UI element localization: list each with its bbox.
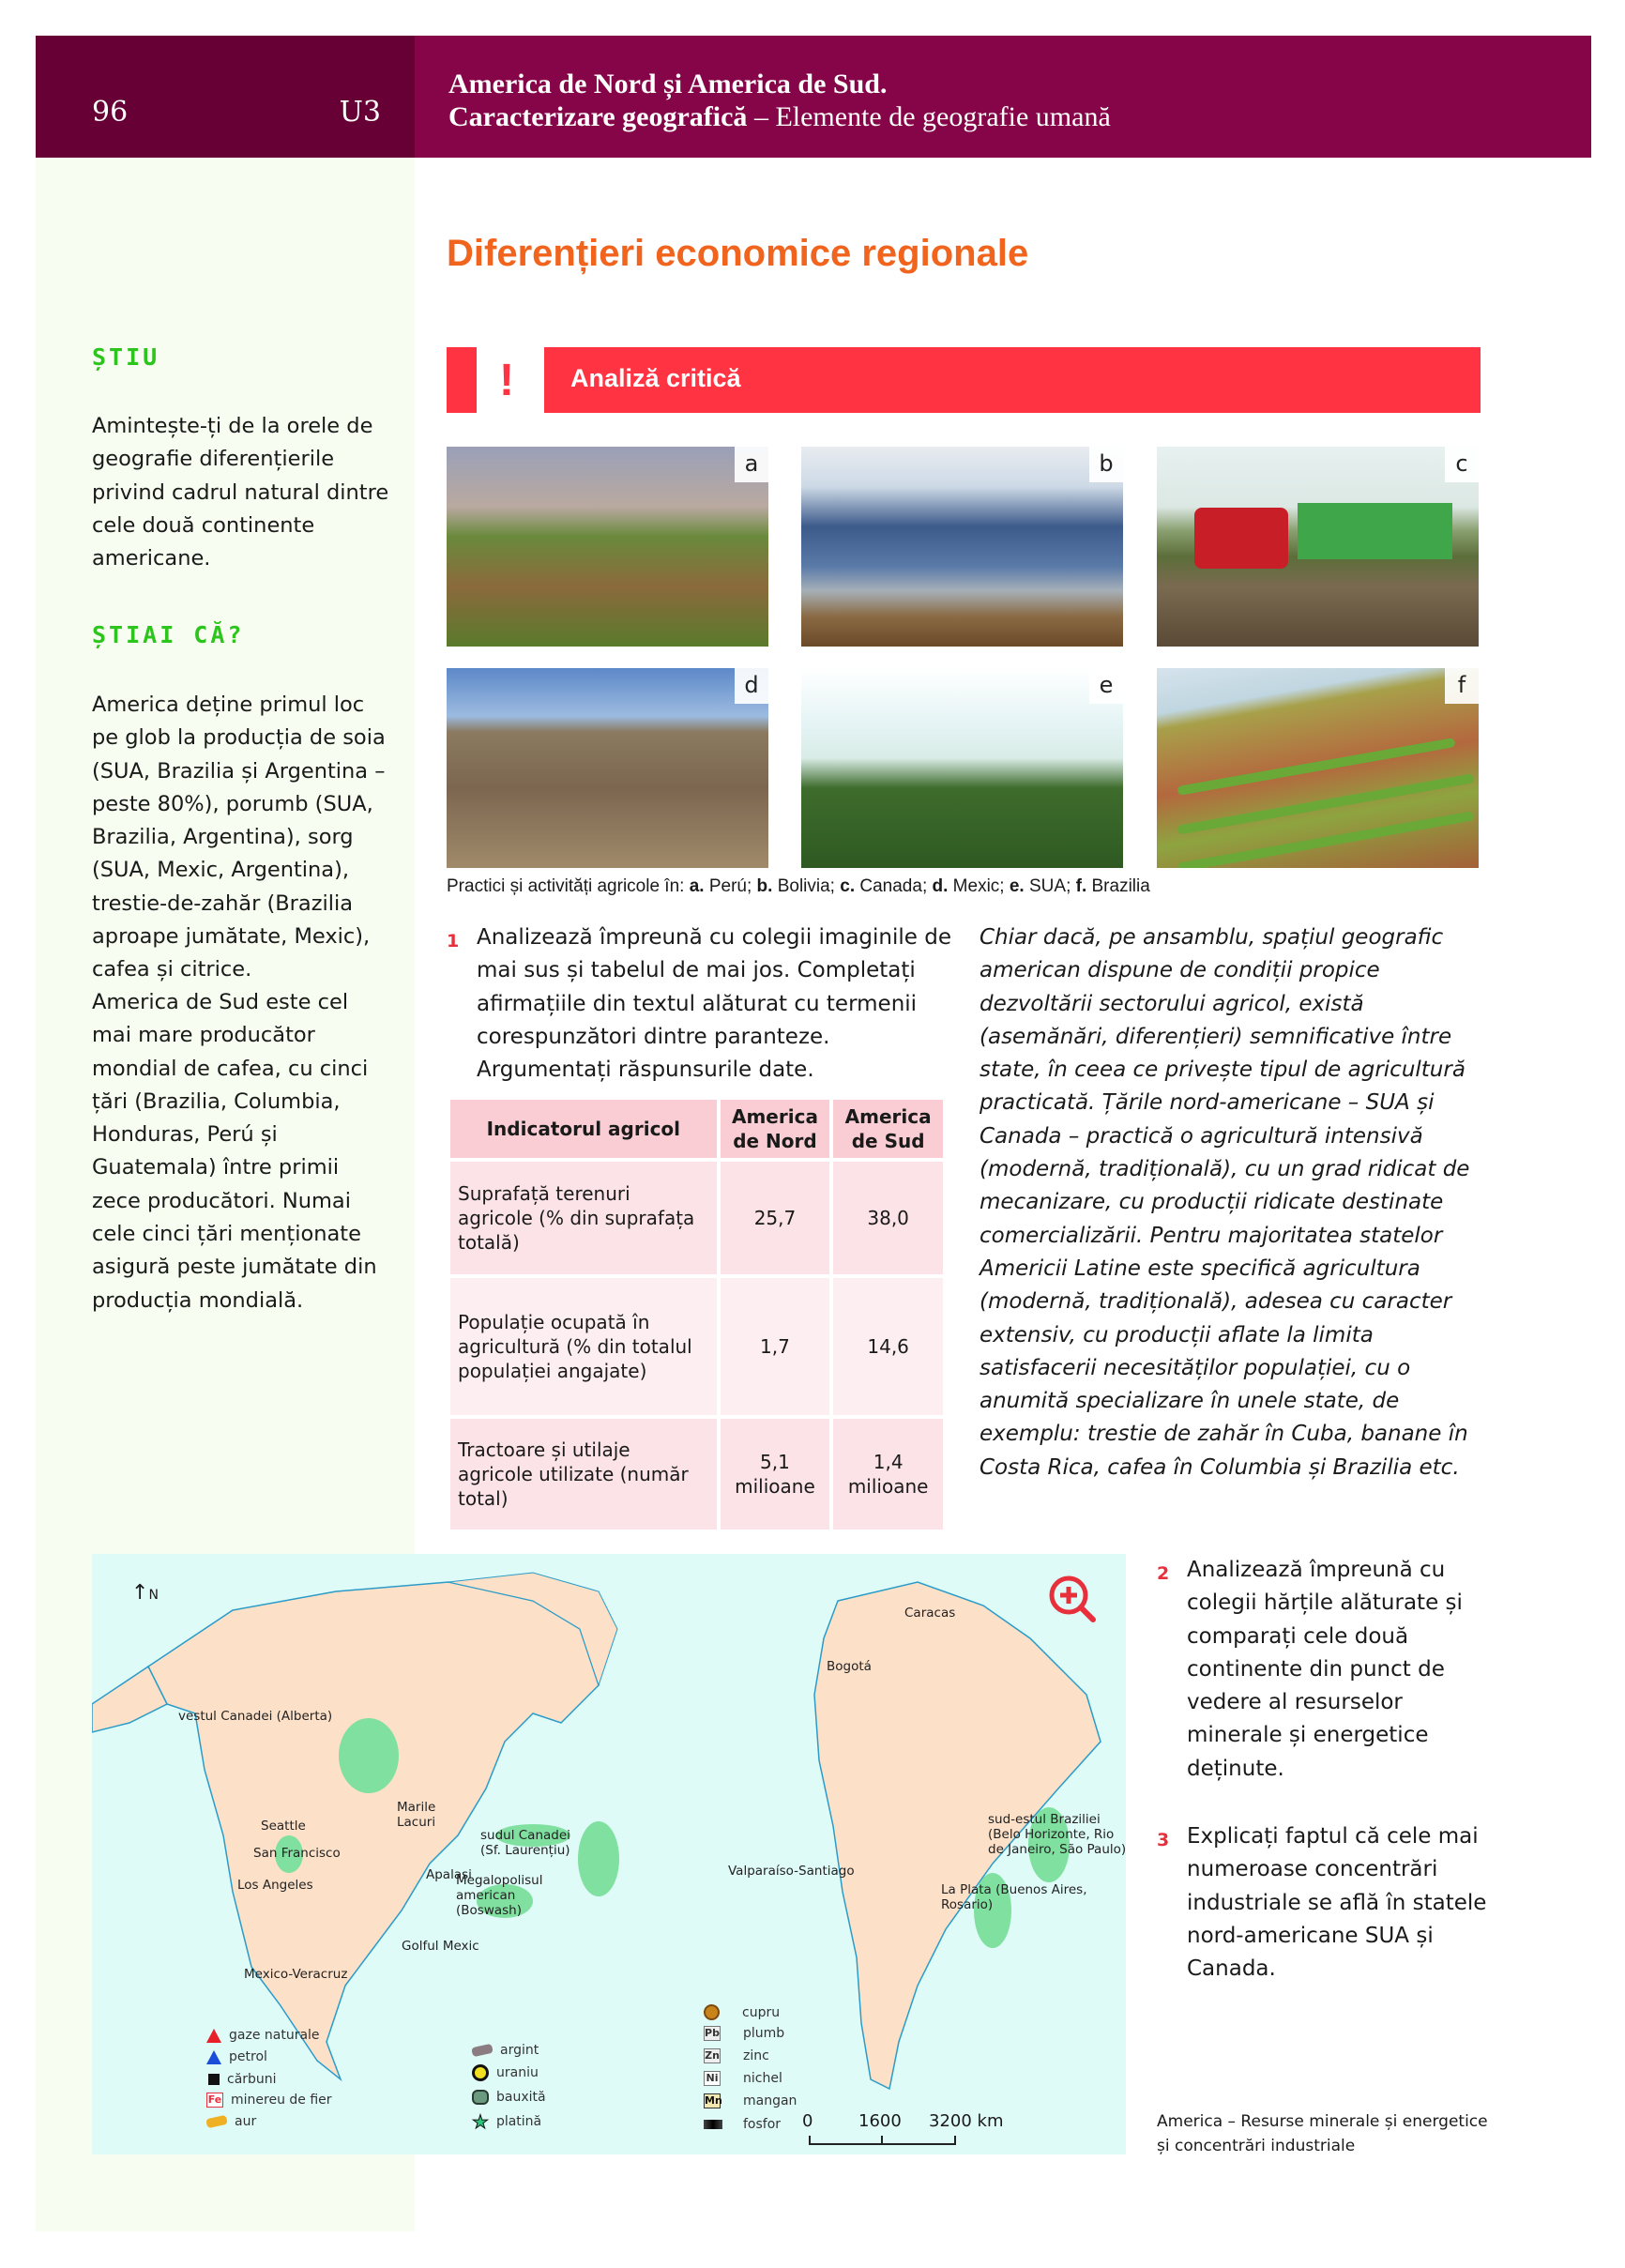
page-number: 96 [92,96,129,129]
legend-label: zinc [743,2048,769,2063]
col-header-south: America de Sud [833,1100,943,1158]
coal-square-icon [208,2074,220,2085]
photo-sua [801,668,1123,868]
legend-label: gaze naturale [229,2028,320,2043]
legend-label: aur [235,2114,257,2129]
caption-prefix: Practici și activități agricole în: [447,876,690,896]
legend-minereu-fier [206,2093,332,2108]
legend-label: cărbuni [227,2072,277,2087]
cell-indicator: Populație ocupată în agricultură (% din totalul populației angajate) [450,1278,717,1415]
page-header [36,36,1591,158]
task-number: 2 [1157,1563,1170,1584]
label-bogota: Bogotá [827,1659,872,1674]
stiu-heading: ȘTIU [92,343,160,371]
legend-label: fosfor [743,2117,782,2132]
photo-tag: c [1445,447,1479,482]
label-caracas: Caracas [904,1606,956,1621]
caption-key: d. [932,876,949,896]
radiation-icon [472,2064,489,2081]
chapter-title [415,36,1111,158]
legend-label: cupru [742,2004,781,2020]
nickel-icon: Ni [704,2071,721,2086]
north-arrow-icon [131,1581,159,1605]
scale-0: 0 [802,2111,813,2131]
label-megalopolis: Megalopolisul american (Boswash) [456,1873,543,1918]
manganese-icon: Mn [705,2094,722,2107]
legend-label: platină [495,2114,542,2129]
caption-value: Perú; [704,876,757,896]
north-label: N [148,1588,159,1603]
task-text: Analizează împreună cu colegii hărțile alăturate și comparați cele două continente din punct de vedere al resurselor minerale și energetice deținute. [1187,1558,1463,1781]
caption-value: Bolivia; [772,876,841,896]
label-la-plata: La Plata (Buenos Aires, Rosario) [941,1882,1087,1912]
photo-brazilia [1157,668,1479,868]
cell-south: 38,0 [833,1162,943,1274]
photo-bolivia [801,447,1123,647]
zoom-in-button[interactable] [1046,1573,1099,1625]
scale-3200: 3200 km [929,2111,1004,2131]
legend-aur [206,2114,256,2129]
oil-triangle-icon [206,2050,221,2064]
table-row [450,1162,943,1274]
task-2 [1157,1554,1495,1786]
legend-zinc [704,2048,769,2063]
col-header-north: America de Nord [721,1100,830,1158]
iron-ore-icon: Fe [207,2093,222,2106]
legend-label: uraniu [496,2065,539,2080]
caption-value: SUA; [1024,876,1076,896]
legend-label: plumb [743,2026,785,2041]
critical-analysis-banner [447,347,1481,413]
exclamation-icon: ! [499,356,514,405]
zinc-icon: Zn [705,2049,720,2062]
banner-accent [447,347,477,413]
platinum-star-icon: ★ [472,2110,489,2133]
cell-north: 25,7 [721,1162,830,1274]
cell-south: 1,4 milioane [833,1419,943,1530]
stiai-ca-text-1: America deține primul loc pe glob la producția de soia (SUA, Brazilia și Argentina – peste 80%), porumb (SUA, Brazilia, Argentina), sorg (SUA, Mexic, Argentina), trestie-de-zahăr (Brazilia aproape jumătate, Mexic), cafea și citrice. [92,693,386,982]
map-caption: America – Resurse minerale și energetice și concentrări industriale [1157,2112,1488,2155]
photo-mexic [447,668,768,868]
harvester-shape [1298,503,1452,559]
legend-nichel [704,2071,782,2086]
chapter-subtitle: – Elemente de geografie umană [747,101,1111,132]
scale-tick [881,2136,883,2145]
scale-tick [809,2136,811,2145]
legend-cupru [704,2004,780,2020]
legend-plumb [704,2026,784,2041]
copper-icon [704,2004,720,2020]
photo-canada [1157,447,1479,647]
header-left-block [36,36,415,158]
label-san-francisco: San Francisco [253,1846,341,1861]
stiu-text: Amintește-ți de la orele de geografie diferențierile privind cadrul natural dintre cele două continente americane. [92,414,389,571]
banner-label: Analiză critică [570,364,741,392]
gas-triangle-icon [206,2029,221,2043]
legend-label: mangan [743,2093,797,2108]
label-mexico-veracruz: Mexico-Veracruz [244,1967,348,1982]
photo-tag: f [1445,668,1479,704]
legend-bauxita [472,2090,546,2105]
photo-tag: e [1089,668,1123,704]
photo-tag: d [735,668,768,704]
table-row [450,1278,943,1415]
legend-gaze-naturale [206,2028,320,2043]
photo-caption [447,876,1150,897]
legend-argint [472,2043,539,2058]
phosphorus-icon [704,2120,722,2129]
photo-tag: a [735,447,768,482]
stiai-ca-text-2: America de Sud este cel mai mare producător mondial de cafea, cu cinci țări (Brazilia, Columbia, Honduras, Perú și Guatemala) între primii zece producători. Numai cele cinci țări menționate asigură peste jumătate din producția mondială. [92,990,377,1313]
label-marile-lacuri: Marile Lacuri [397,1800,436,1830]
task-text: Analizează împreună cu colegii imaginile de mai sus și tabelul de mai jos. Completați afirmațiile din textul alăturat cu termenii corespunzători dintre paranteze. Argumentați răspunsurile date. [477,925,951,1083]
caption-value: Brazilia [1086,876,1150,896]
legend-carbuni [208,2072,277,2087]
map-scale [802,2111,1027,2158]
caption-key: c. [840,876,856,896]
legend-label: minereu de fier [231,2093,332,2108]
cell-indicator: Suprafață terenuri agricole (% din suprafața totală) [450,1162,717,1274]
scale-1600: 1600 [858,2111,902,2131]
task-text: Explicați faptul că cele mai numeroase concentrări industriale se află în statele nord-americane SUA și Canada. [1187,1824,1487,1982]
map-shapes [92,1554,1126,2154]
scale-tick [954,2136,956,2145]
cell-north: 1,7 [721,1278,830,1415]
label-sud-est-brazilia: sud-estul Braziliei (Belo Horizonte, Rio de Janeiro, São Paulo) [988,1812,1126,1857]
cell-indicator: Tractoare și utilaje agricole utilizate (număr total) [450,1419,717,1530]
label-golful-mexic: Golful Mexic [402,1939,479,1954]
lead-icon: Pb [705,2027,720,2039]
silver-bar-icon [471,2044,494,2057]
zoom-in-icon [1046,1573,1099,1625]
banner-body [544,347,1481,413]
label-seattle: Seattle [261,1819,306,1834]
legend-fosfor [704,2117,781,2132]
caption-key: f. [1075,876,1087,896]
fill-in-text: Chiar dacă, pe ansamblu, spațiul geografic american dispune de condiții propice dezvoltării sectorului agricol, există (asemănări, diferențieri) semnificative între state, în ceea ce privește tipul de agricultură practicată. Țările nord-americane – SUA și Canada – practică o agricultură intensivă (modernă, tradițională), cu un grad ridicat de mecanizare, cu producții ridicate destinate comercializării. Pentru majoritatea statelor Americii Latine este specifică agricultura (modernă, tradițională), adesea cu caracter extensiv, cu producții aflate la limita satisfacerii necesităților populației, cu o anumită specializare în unele state, de exemplu: trestie de zahăr în Cuba, banane în Costa Rica, cafea în Columbia și Brazilia etc. [980,925,1470,1480]
task-number: 1 [447,931,460,951]
task-1 [447,921,953,1087]
legend-label: argint [500,2043,539,2058]
label-vestul-canadei: vestul Canadei (Alberta) [178,1709,333,1724]
resources-map [92,1554,1126,2154]
cell-north: 5,1 milioane [721,1419,830,1530]
table-header-row [450,1100,943,1158]
col-header-indicator: Indicatorul agricol [450,1100,717,1158]
cell-south: 14,6 [833,1278,943,1415]
unit-label: U3 [339,96,381,129]
chapter-title-line1: America de Nord și America de Sud. [448,68,888,99]
caption-key: a. [689,876,705,896]
caption-key: e. [1009,876,1025,896]
photo-peru [447,447,768,647]
legend-label: petrol [229,2049,267,2064]
tractor-shape [1194,508,1288,569]
caption-value: Mexic; [948,876,1010,896]
legend-uraniu [472,2064,539,2081]
label-valparaiso: Valparaíso-Santiago [728,1864,855,1879]
agriculture-table [447,1096,947,1533]
caption-value: Canada; [855,876,933,896]
legend-label: nichel [743,2071,782,2086]
legend-label: bauxită [496,2090,546,2105]
bauxite-icon [472,2090,489,2105]
caption-key: b. [756,876,773,896]
photo-tag: b [1089,447,1123,482]
section-title: Diferențieri economice regionale [447,233,1029,274]
stiai-ca-heading: ȘTIAI CĂ? [92,621,245,648]
legend-platina [472,2110,542,2133]
label-los-angeles: Los Angeles [237,1878,313,1893]
legend-mangan [704,2093,797,2108]
arrow-up-glyph: ↑ [131,1581,149,1605]
label-sudul-canadei: sudul Canadei (Sf. Laurențiu) [480,1828,570,1858]
task-number: 3 [1157,1830,1170,1850]
task-3 [1157,1820,1495,1986]
gold-bar-icon [205,2115,228,2128]
chapter-title-bold: Caracterizare geografică [448,101,748,132]
legend-petrol [206,2049,267,2064]
label-apalasi: Apalași [426,1867,472,1882]
table-row [450,1419,943,1530]
